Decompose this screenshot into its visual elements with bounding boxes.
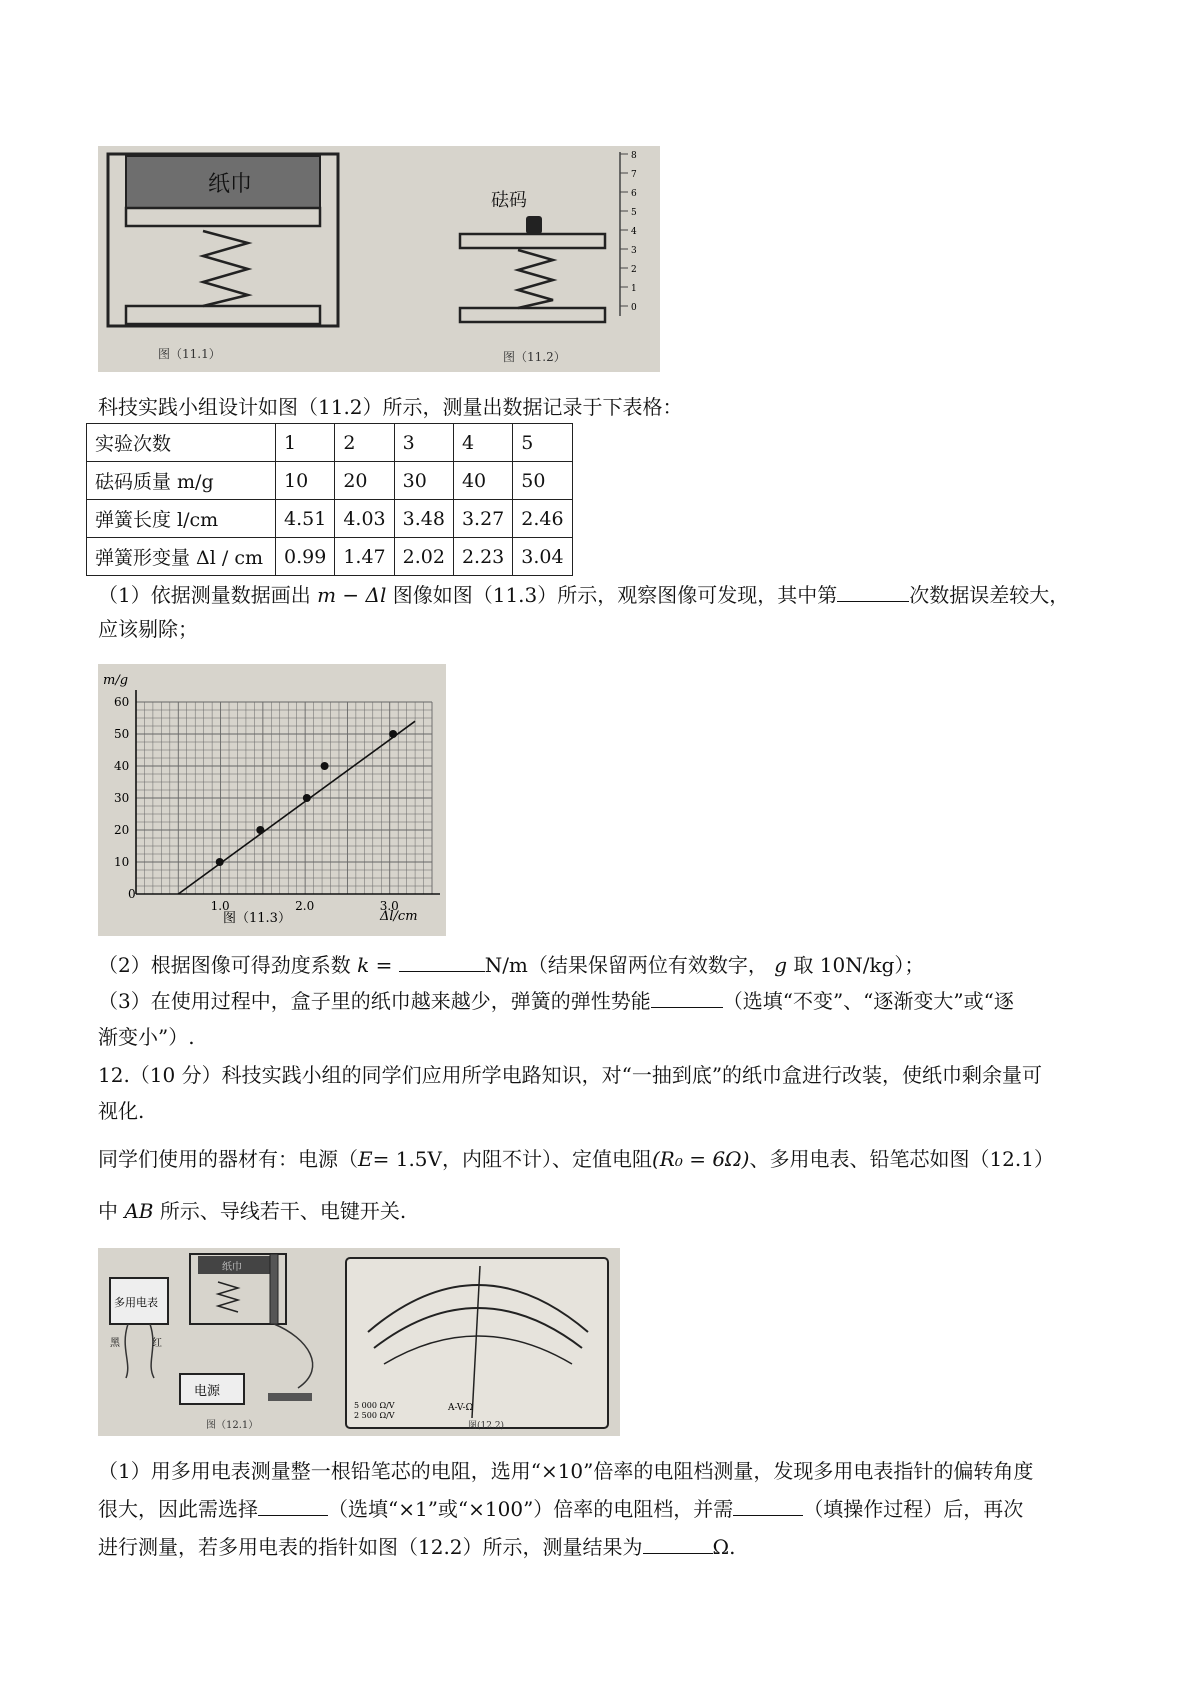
y-tick-label: 20	[114, 823, 130, 837]
ruler-tick-label: 0	[631, 303, 637, 313]
ruler-tick-label: 2	[631, 265, 637, 275]
table-cell: 50	[513, 462, 572, 500]
table-row-header: 弹簧长度 l/cm	[87, 500, 276, 538]
table-cell: 1	[276, 424, 335, 462]
q2-g: g	[774, 953, 788, 977]
figure-12-drawing	[98, 1248, 620, 1436]
fig-12-2-caption: 图(12.2)	[468, 1421, 505, 1431]
table-row	[87, 424, 573, 462]
table-row-header: 弹簧形变量 Δl / cm	[87, 538, 276, 576]
data-point	[321, 762, 329, 770]
figure-11-3-photo	[98, 664, 446, 936]
answer-blank-1[interactable]	[837, 583, 909, 602]
eq-part-4: 中	[98, 1199, 118, 1223]
data-point	[216, 858, 224, 866]
table-row	[87, 500, 573, 538]
q1-part-c: 图像如图（11.3）所示，观察图像可发现，其中第	[392, 583, 838, 607]
q2-k: k =	[357, 953, 393, 977]
red-probe-label: 红	[152, 1338, 162, 1349]
eq-part-1: 同学们使用的器材有：电源（	[98, 1147, 358, 1171]
data-point	[256, 826, 264, 834]
table-cell: 30	[394, 462, 453, 500]
x-tick-label: 3.0	[379, 899, 399, 913]
table-cell: 2.46	[513, 500, 572, 538]
q1-part-a: （1）依据测量数据画出	[98, 583, 311, 607]
meter-q1-line-3	[98, 1532, 735, 1562]
table-cell: 2.02	[394, 538, 453, 576]
table-row-header: 砝码质量 m/g	[87, 462, 276, 500]
power-source-label: 电源	[194, 1384, 221, 1399]
fig-11-2-caption: 图（11.2）	[503, 350, 566, 364]
data-point	[389, 730, 397, 738]
chart-ylabel: m/g	[103, 673, 129, 688]
table-cell: 4.03	[335, 500, 394, 538]
weight-label: 砝码	[491, 190, 527, 211]
q2-part-b: N/m（结果保留两位有效数字，	[484, 953, 768, 977]
problem-12-line-1: 12.（10 分）科技实践小组的同学们应用所学电路知识，对“一抽到底”的纸巾盒进行改装，使纸巾剩余量可	[98, 1063, 1043, 1087]
meter-unit-1: 5 000 Ω/V	[354, 1401, 395, 1410]
q3-part-a: （3）在使用过程中，盒子里的纸巾越来越少，弹簧的弹性势能	[98, 989, 651, 1013]
table-cell: 0.99	[276, 538, 335, 576]
data-point	[303, 794, 311, 802]
question-1-line	[98, 580, 1069, 610]
answer-blank-3[interactable]	[651, 989, 723, 1008]
q1-part-e: 应该剔除；	[98, 617, 198, 641]
x-tick-label: 2.0	[295, 899, 315, 913]
chart-origin: 0	[128, 887, 136, 901]
fig-11-3-caption: 图（11.3）	[223, 911, 291, 926]
meter-q1-line-1: （1）用多用电表测量整一根铅笔芯的电阻，选用“×10”倍率的电阻档测量，发现多用电表指针的偏转角度	[98, 1459, 1034, 1483]
table-row-header: 实验次数	[87, 424, 276, 462]
eq-part-5: 所示、导线若干、电键开关.	[159, 1199, 407, 1223]
table-row	[87, 462, 573, 500]
figure-11-drawing	[98, 146, 660, 372]
table-row	[87, 538, 573, 576]
ruler-tick-label: 1	[631, 284, 637, 294]
table-cell: 20	[335, 462, 394, 500]
eq-E: E	[358, 1147, 373, 1171]
figure-11-photo	[98, 146, 660, 372]
table-cell: 3	[394, 424, 453, 462]
table-cell: 3.48	[394, 500, 453, 538]
problem-12-line-2: 视化.	[98, 1099, 145, 1123]
m1-part-3: （填操作过程）后，再次	[803, 1497, 1024, 1521]
m1-part-5: Ω.	[712, 1535, 736, 1559]
table-cell: 5	[513, 424, 572, 462]
table-cell: 1.47	[335, 538, 394, 576]
eq-part-3: 、多用电表、铅笔芯如图（12.1）	[749, 1147, 1054, 1171]
table-cell: 2	[335, 424, 394, 462]
table-cell: 2.23	[453, 538, 512, 576]
answer-blank-4[interactable]	[258, 1497, 328, 1516]
equipment-line	[98, 1144, 1054, 1174]
eq-R: (R₀ = 6Ω)	[651, 1147, 750, 1171]
table-cell: 3.04	[513, 538, 572, 576]
x-tick-label: 1.0	[210, 899, 230, 913]
equipment-line-2	[98, 1196, 406, 1226]
ruler-tick-label: 6	[631, 189, 637, 199]
answer-blank-2[interactable]	[399, 953, 485, 972]
q3-part-b: （选填“不变”、“逐渐变大”或“逐	[722, 989, 1014, 1013]
fig-12-1-caption: 图（12.1）	[206, 1420, 259, 1431]
figure-12-photo	[98, 1248, 620, 1436]
chart-xlabel: Δl/cm	[380, 909, 418, 924]
meter-q1-line-2	[98, 1494, 1023, 1524]
tissue-small-label: 纸巾	[222, 1262, 242, 1273]
y-tick-label: 40	[114, 759, 130, 773]
tissue-label: 纸巾	[208, 172, 253, 197]
m1-part-2: （选填“×1”或“×100”）倍率的电阻档，并需	[328, 1497, 734, 1521]
ruler-tick-label: 4	[631, 227, 637, 237]
question-3-line	[98, 986, 1014, 1016]
q3-part-c: 渐变小”）.	[98, 1025, 195, 1049]
q2-part-c: 取 10N/kg）；	[793, 953, 925, 977]
ruler-tick-label: 3	[631, 246, 637, 256]
answer-blank-6[interactable]	[643, 1535, 713, 1554]
weight-block	[526, 216, 542, 234]
chart-11-3	[98, 664, 446, 936]
meter-unit-3: A-V-Ω	[448, 1403, 474, 1413]
m1-part-4: 进行测量，若多用电表的指针如图（12.2）所示，测量结果为	[98, 1535, 643, 1559]
ruler-tick-label: 7	[631, 170, 637, 180]
q1-part-b: m − Δl	[317, 583, 387, 607]
fig-11-1-caption: 图（11.1）	[158, 347, 221, 361]
eq-AB: AB	[124, 1199, 154, 1223]
data-table	[86, 423, 573, 576]
multimeter-label: 多用电表	[114, 1296, 158, 1309]
y-tick-label: 30	[114, 791, 130, 805]
table-cell: 40	[453, 462, 512, 500]
ruler-tick-label: 8	[631, 151, 637, 161]
y-tick-label: 50	[114, 727, 130, 741]
m1-part-1: 很大，因此需选择	[98, 1497, 258, 1521]
q1-part-d: 次数据误差较大，	[909, 583, 1070, 607]
q2-part-a: （2）根据图像可得劲度系数	[98, 953, 351, 977]
table-cell: 4.51	[276, 500, 335, 538]
intro-text: 科技实践小组设计如图（11.2）所示，测量出数据记录于下表格：	[98, 395, 683, 419]
answer-blank-5[interactable]	[733, 1497, 803, 1516]
y-tick-label: 60	[114, 695, 130, 709]
black-probe-label: 黑	[110, 1338, 120, 1349]
table-cell: 3.27	[453, 500, 512, 538]
table-cell: 10	[276, 462, 335, 500]
question-2-line	[98, 950, 924, 980]
y-tick-label: 10	[114, 855, 130, 869]
meter-unit-2: 2 500 Ω/V	[354, 1411, 395, 1420]
eq-part-2: = 1.5V，内阻不计）、定值电阻	[372, 1147, 652, 1171]
table-cell: 4	[453, 424, 512, 462]
ruler-tick-label: 5	[631, 208, 637, 218]
